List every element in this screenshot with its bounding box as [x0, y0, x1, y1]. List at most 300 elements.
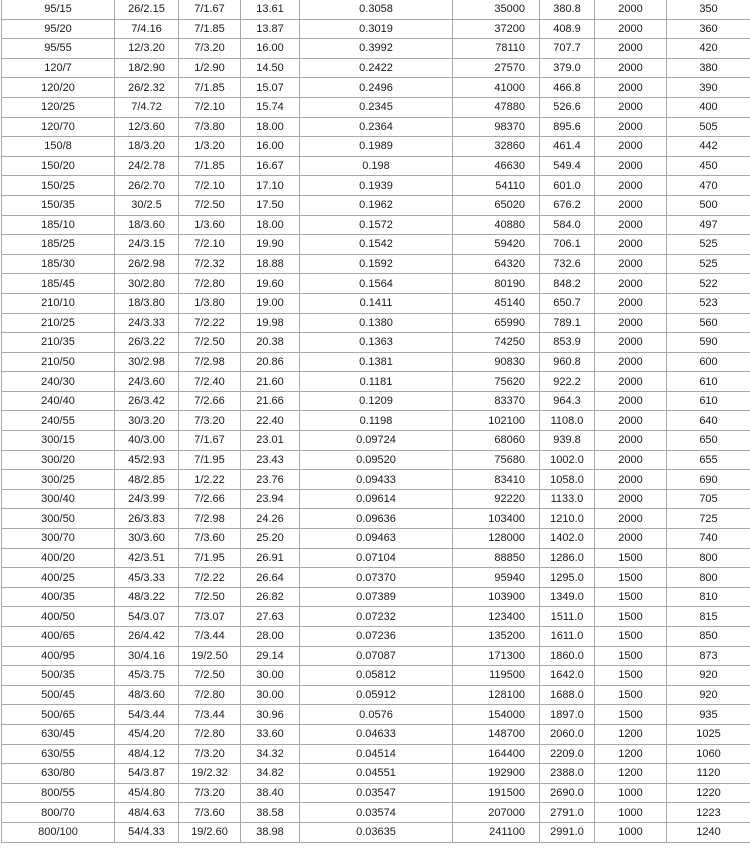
cell-current-rating: 380: [667, 58, 750, 78]
table-row: [2, 176, 750, 196]
cell-delivery-length: 1200: [595, 764, 667, 784]
cell-steel-strands: 19/2.32: [179, 764, 241, 784]
conductor-spec-table: [1, 0, 750, 843]
cell-model: 630/45: [2, 724, 115, 744]
cell-current-rating: 390: [667, 78, 750, 98]
cell-current-rating: 350: [667, 0, 750, 19]
cell-model: 500/35: [2, 666, 115, 686]
cell-model: 95/15: [2, 0, 115, 19]
cell-steel-strands: 7/2.98: [179, 352, 241, 372]
cell-aluminum-strands: 48/3.60: [115, 685, 179, 705]
cell-delivery-length: 2000: [595, 391, 667, 411]
cell-model: 150/35: [2, 195, 115, 215]
cell-unit-weight: 380.8: [540, 0, 595, 19]
cell-rated-strength: 154000: [453, 705, 540, 725]
cell-outer-diameter: 29.14: [241, 646, 300, 666]
cell-steel-strands: 7/3.60: [179, 803, 241, 823]
cell-current-rating: 655: [667, 450, 750, 470]
cell-aluminum-strands: 24/3.99: [115, 489, 179, 509]
cell-dc-resistance: 0.1572: [300, 215, 453, 235]
table-row: [2, 235, 750, 255]
cell-model: 630/80: [2, 764, 115, 784]
cell-dc-resistance: 0.1381: [300, 352, 453, 372]
cell-dc-resistance: 0.05912: [300, 685, 453, 705]
cell-model: 240/55: [2, 411, 115, 431]
cell-delivery-length: 2000: [595, 195, 667, 215]
cell-steel-strands: 7/3.20: [179, 411, 241, 431]
cell-unit-weight: 732.6: [540, 254, 595, 274]
cell-rated-strength: 164400: [453, 744, 540, 764]
cell-unit-weight: 2791.0: [540, 803, 595, 823]
table-row: [2, 58, 750, 78]
cell-outer-diameter: 13.87: [241, 19, 300, 39]
cell-model: 150/8: [2, 137, 115, 157]
cell-current-rating: 610: [667, 391, 750, 411]
table-row: [2, 156, 750, 176]
cell-delivery-length: 1500: [595, 587, 667, 607]
cell-model: 185/45: [2, 274, 115, 294]
cell-delivery-length: 2000: [595, 411, 667, 431]
cell-dc-resistance: 0.1962: [300, 195, 453, 215]
table-row: [2, 0, 750, 19]
cell-rated-strength: 103400: [453, 509, 540, 529]
cell-aluminum-strands: 54/3.44: [115, 705, 179, 725]
cell-aluminum-strands: 30/2.5: [115, 195, 179, 215]
cell-unit-weight: 1511.0: [540, 607, 595, 627]
cell-aluminum-strands: 18/3.20: [115, 137, 179, 157]
cell-unit-weight: 2991.0: [540, 822, 595, 842]
cell-dc-resistance: 0.2364: [300, 117, 453, 137]
cell-delivery-length: 2000: [595, 58, 667, 78]
cell-outer-diameter: 16.67: [241, 156, 300, 176]
cell-model: 300/70: [2, 529, 115, 549]
cell-steel-strands: 7/2.50: [179, 195, 241, 215]
cell-aluminum-strands: 45/4.80: [115, 783, 179, 803]
cell-model: 400/20: [2, 548, 115, 568]
table-row: [2, 352, 750, 372]
cell-unit-weight: 1402.0: [540, 529, 595, 549]
cell-outer-diameter: 26.64: [241, 568, 300, 588]
cell-rated-strength: 207000: [453, 803, 540, 823]
cell-steel-strands: 7/1.85: [179, 78, 241, 98]
cell-model: 500/45: [2, 685, 115, 705]
cell-dc-resistance: 0.1542: [300, 235, 453, 255]
cell-unit-weight: 1210.0: [540, 509, 595, 529]
cell-model: 150/20: [2, 156, 115, 176]
cell-steel-strands: 1/3.80: [179, 293, 241, 313]
cell-unit-weight: 650.7: [540, 293, 595, 313]
cell-model: 120/20: [2, 78, 115, 98]
cell-outer-diameter: 16.00: [241, 39, 300, 59]
cell-rated-strength: 83370: [453, 391, 540, 411]
cell-dc-resistance: 0.07370: [300, 568, 453, 588]
table-row: [2, 19, 750, 39]
cell-dc-resistance: 0.05812: [300, 666, 453, 686]
table-row: [2, 607, 750, 627]
cell-rated-strength: 128000: [453, 529, 540, 549]
cell-aluminum-strands: 30/3.20: [115, 411, 179, 431]
cell-unit-weight: 601.0: [540, 176, 595, 196]
cell-model: 800/55: [2, 783, 115, 803]
cell-model: 240/40: [2, 391, 115, 411]
cell-unit-weight: 1897.0: [540, 705, 595, 725]
cell-aluminum-strands: 48/2.85: [115, 470, 179, 490]
cell-rated-strength: 78110: [453, 39, 540, 59]
table-row: [2, 293, 750, 313]
cell-current-rating: 800: [667, 568, 750, 588]
cell-aluminum-strands: 24/3.15: [115, 235, 179, 255]
cell-dc-resistance: 0.2422: [300, 58, 453, 78]
cell-steel-strands: 7/3.44: [179, 705, 241, 725]
table-row: [2, 450, 750, 470]
cell-aluminum-strands: 45/3.33: [115, 568, 179, 588]
cell-dc-resistance: 0.1181: [300, 372, 453, 392]
cell-aluminum-strands: 12/3.20: [115, 39, 179, 59]
cell-outer-diameter: 15.74: [241, 97, 300, 117]
cell-rated-strength: 90830: [453, 352, 540, 372]
cell-delivery-length: 2000: [595, 470, 667, 490]
cell-delivery-length: 1500: [595, 568, 667, 588]
cell-outer-diameter: 19.90: [241, 235, 300, 255]
cell-current-rating: 800: [667, 548, 750, 568]
cell-delivery-length: 2000: [595, 489, 667, 509]
cell-steel-strands: 7/2.32: [179, 254, 241, 274]
cell-rated-strength: 40880: [453, 215, 540, 235]
cell-model: 185/25: [2, 235, 115, 255]
cell-rated-strength: 68060: [453, 431, 540, 451]
cell-current-rating: 1120: [667, 764, 750, 784]
cell-unit-weight: 461.4: [540, 137, 595, 157]
table-row: [2, 568, 750, 588]
table-row: [2, 803, 750, 823]
cell-dc-resistance: 0.1209: [300, 391, 453, 411]
cell-outer-diameter: 34.82: [241, 764, 300, 784]
cell-delivery-length: 1500: [595, 685, 667, 705]
cell-outer-diameter: 16.00: [241, 137, 300, 157]
cell-outer-diameter: 23.43: [241, 450, 300, 470]
cell-dc-resistance: 0.3992: [300, 39, 453, 59]
cell-unit-weight: 2060.0: [540, 724, 595, 744]
table-row: [2, 274, 750, 294]
table-row: [2, 724, 750, 744]
table-row: [2, 254, 750, 274]
cell-rated-strength: 75620: [453, 372, 540, 392]
table-row: [2, 764, 750, 784]
cell-model: 210/10: [2, 293, 115, 313]
cell-dc-resistance: 0.03635: [300, 822, 453, 842]
cell-rated-strength: 192900: [453, 764, 540, 784]
cell-dc-resistance: 0.2496: [300, 78, 453, 98]
cell-steel-strands: 7/3.07: [179, 607, 241, 627]
cell-delivery-length: 2000: [595, 19, 667, 39]
cell-current-rating: 500: [667, 195, 750, 215]
cell-unit-weight: 466.8: [540, 78, 595, 98]
cell-dc-resistance: 0.198: [300, 156, 453, 176]
cell-steel-strands: 7/3.20: [179, 39, 241, 59]
cell-delivery-length: 2000: [595, 0, 667, 19]
cell-rated-strength: 241100: [453, 822, 540, 842]
cell-current-rating: 505: [667, 117, 750, 137]
cell-steel-strands: 7/3.44: [179, 627, 241, 647]
cell-delivery-length: 2000: [595, 78, 667, 98]
cell-delivery-length: 1500: [595, 607, 667, 627]
cell-model: 150/25: [2, 176, 115, 196]
cell-dc-resistance: 0.04633: [300, 724, 453, 744]
cell-current-rating: 1240: [667, 822, 750, 842]
cell-outer-diameter: 30.96: [241, 705, 300, 725]
cell-rated-strength: 74250: [453, 333, 540, 353]
cell-dc-resistance: 0.1989: [300, 137, 453, 157]
cell-current-rating: 1060: [667, 744, 750, 764]
cell-current-rating: 740: [667, 529, 750, 549]
cell-aluminum-strands: 26/2.70: [115, 176, 179, 196]
cell-aluminum-strands: 48/4.12: [115, 744, 179, 764]
cell-steel-strands: 7/3.20: [179, 744, 241, 764]
cell-current-rating: 935: [667, 705, 750, 725]
cell-rated-strength: 123400: [453, 607, 540, 627]
cell-aluminum-strands: 26/4.42: [115, 627, 179, 647]
table-row: [2, 372, 750, 392]
cell-unit-weight: 526.6: [540, 97, 595, 117]
table-row: [2, 705, 750, 725]
cell-rated-strength: 54110: [453, 176, 540, 196]
cell-steel-strands: 7/2.50: [179, 333, 241, 353]
cell-aluminum-strands: 26/3.42: [115, 391, 179, 411]
cell-steel-strands: 7/2.98: [179, 509, 241, 529]
table-row: [2, 587, 750, 607]
cell-current-rating: 690: [667, 470, 750, 490]
cell-dc-resistance: 0.1198: [300, 411, 453, 431]
cell-rated-strength: 59420: [453, 235, 540, 255]
cell-dc-resistance: 0.09463: [300, 529, 453, 549]
cell-outer-diameter: 18.88: [241, 254, 300, 274]
cell-steel-strands: 7/1.67: [179, 431, 241, 451]
cell-delivery-length: 2000: [595, 313, 667, 333]
table-row: [2, 783, 750, 803]
cell-model: 210/50: [2, 352, 115, 372]
cell-model: 400/95: [2, 646, 115, 666]
cell-steel-strands: 7/2.10: [179, 97, 241, 117]
cell-dc-resistance: 0.09636: [300, 509, 453, 529]
table-row: [2, 137, 750, 157]
cell-dc-resistance: 0.07232: [300, 607, 453, 627]
cell-delivery-length: 2000: [595, 117, 667, 137]
cell-rated-strength: 64320: [453, 254, 540, 274]
cell-rated-strength: 47880: [453, 97, 540, 117]
cell-rated-strength: 95940: [453, 568, 540, 588]
cell-dc-resistance: 0.04551: [300, 764, 453, 784]
cell-dc-resistance: 0.03574: [300, 803, 453, 823]
cell-model: 120/70: [2, 117, 115, 137]
cell-dc-resistance: 0.1363: [300, 333, 453, 353]
cell-outer-diameter: 30.00: [241, 685, 300, 705]
cell-aluminum-strands: 45/2.93: [115, 450, 179, 470]
cell-rated-strength: 98370: [453, 117, 540, 137]
cell-steel-strands: 7/2.10: [179, 176, 241, 196]
cell-current-rating: 525: [667, 235, 750, 255]
cell-model: 120/25: [2, 97, 115, 117]
cell-outer-diameter: 27.63: [241, 607, 300, 627]
cell-outer-diameter: 19.60: [241, 274, 300, 294]
cell-delivery-length: 2000: [595, 352, 667, 372]
cell-unit-weight: 408.9: [540, 19, 595, 39]
cell-unit-weight: 1133.0: [540, 489, 595, 509]
cell-current-rating: 920: [667, 666, 750, 686]
cell-current-rating: 1025: [667, 724, 750, 744]
cell-aluminum-strands: 24/3.60: [115, 372, 179, 392]
cell-outer-diameter: 22.40: [241, 411, 300, 431]
cell-steel-strands: 7/2.50: [179, 666, 241, 686]
cell-unit-weight: 1688.0: [540, 685, 595, 705]
cell-rated-strength: 80190: [453, 274, 540, 294]
table-row: [2, 666, 750, 686]
cell-outer-diameter: 19.98: [241, 313, 300, 333]
cell-aluminum-strands: 26/3.22: [115, 333, 179, 353]
cell-unit-weight: 707.7: [540, 39, 595, 59]
cell-dc-resistance: 0.1564: [300, 274, 453, 294]
cell-unit-weight: 1058.0: [540, 470, 595, 490]
cell-steel-strands: 7/3.80: [179, 117, 241, 137]
cell-model: 95/20: [2, 19, 115, 39]
cell-current-rating: 610: [667, 372, 750, 392]
cell-outer-diameter: 23.76: [241, 470, 300, 490]
cell-outer-diameter: 20.38: [241, 333, 300, 353]
cell-steel-strands: 7/1.95: [179, 450, 241, 470]
cell-model: 300/15: [2, 431, 115, 451]
cell-aluminum-strands: 18/3.60: [115, 215, 179, 235]
cell-outer-diameter: 24.26: [241, 509, 300, 529]
cell-current-rating: 450: [667, 156, 750, 176]
cell-steel-strands: 19/2.60: [179, 822, 241, 842]
cell-delivery-length: 2000: [595, 137, 667, 157]
cell-delivery-length: 1500: [595, 666, 667, 686]
cell-unit-weight: 676.2: [540, 195, 595, 215]
cell-unit-weight: 1349.0: [540, 587, 595, 607]
cell-aluminum-strands: 24/2.78: [115, 156, 179, 176]
cell-outer-diameter: 21.60: [241, 372, 300, 392]
table-row: [2, 548, 750, 568]
cell-delivery-length: 1200: [595, 744, 667, 764]
table-row: [2, 313, 750, 333]
cell-rated-strength: 32860: [453, 137, 540, 157]
cell-current-rating: 523: [667, 293, 750, 313]
table-row: [2, 78, 750, 98]
cell-steel-strands: 7/2.80: [179, 685, 241, 705]
cell-delivery-length: 2000: [595, 97, 667, 117]
cell-model: 400/25: [2, 568, 115, 588]
cell-rated-strength: 191500: [453, 783, 540, 803]
cell-rated-strength: 27570: [453, 58, 540, 78]
cell-outer-diameter: 26.91: [241, 548, 300, 568]
cell-delivery-length: 2000: [595, 254, 667, 274]
cell-aluminum-strands: 18/2.90: [115, 58, 179, 78]
cell-delivery-length: 1500: [595, 627, 667, 647]
cell-unit-weight: 1642.0: [540, 666, 595, 686]
cell-model: 300/50: [2, 509, 115, 529]
cell-delivery-length: 2000: [595, 274, 667, 294]
cell-delivery-length: 1500: [595, 548, 667, 568]
cell-steel-strands: 1/2.90: [179, 58, 241, 78]
cell-rated-strength: 65020: [453, 195, 540, 215]
cell-current-rating: 600: [667, 352, 750, 372]
cell-steel-strands: 7/2.40: [179, 372, 241, 392]
table-row: [2, 195, 750, 215]
cell-dc-resistance: 0.1380: [300, 313, 453, 333]
cell-unit-weight: 706.1: [540, 235, 595, 255]
cell-rated-strength: 135200: [453, 627, 540, 647]
cell-current-rating: 650: [667, 431, 750, 451]
cell-unit-weight: 1295.0: [540, 568, 595, 588]
cell-unit-weight: 922.2: [540, 372, 595, 392]
cell-dc-resistance: 0.07389: [300, 587, 453, 607]
cell-steel-strands: 7/2.50: [179, 587, 241, 607]
cell-steel-strands: 1/3.60: [179, 215, 241, 235]
cell-outer-diameter: 26.82: [241, 587, 300, 607]
cell-steel-strands: 1/3.20: [179, 137, 241, 157]
cell-outer-diameter: 18.00: [241, 215, 300, 235]
cell-current-rating: 640: [667, 411, 750, 431]
cell-current-rating: 522: [667, 274, 750, 294]
cell-outer-diameter: 15.07: [241, 78, 300, 98]
cell-unit-weight: 895.6: [540, 117, 595, 137]
cell-model: 630/55: [2, 744, 115, 764]
cell-rated-strength: 103900: [453, 587, 540, 607]
table-row: [2, 529, 750, 549]
cell-outer-diameter: 13.61: [241, 0, 300, 19]
cell-aluminum-strands: 26/3.83: [115, 509, 179, 529]
cell-outer-diameter: 23.94: [241, 489, 300, 509]
cell-delivery-length: 2000: [595, 156, 667, 176]
cell-outer-diameter: 33.60: [241, 724, 300, 744]
cell-outer-diameter: 34.32: [241, 744, 300, 764]
cell-unit-weight: 1286.0: [540, 548, 595, 568]
cell-model: 800/100: [2, 822, 115, 842]
cell-steel-strands: 19/2.50: [179, 646, 241, 666]
cell-model: 210/35: [2, 333, 115, 353]
cell-outer-diameter: 23.01: [241, 431, 300, 451]
table-row: [2, 470, 750, 490]
cell-model: 185/10: [2, 215, 115, 235]
table-row: [2, 97, 750, 117]
cell-aluminum-strands: 54/3.87: [115, 764, 179, 784]
cell-aluminum-strands: 30/2.98: [115, 352, 179, 372]
cell-rated-strength: 83410: [453, 470, 540, 490]
cell-current-rating: 525: [667, 254, 750, 274]
cell-delivery-length: 2000: [595, 529, 667, 549]
cell-current-rating: 560: [667, 313, 750, 333]
cell-model: 500/65: [2, 705, 115, 725]
cell-delivery-length: 2000: [595, 235, 667, 255]
cell-rated-strength: 92220: [453, 489, 540, 509]
cell-dc-resistance: 0.09614: [300, 489, 453, 509]
cell-unit-weight: 1002.0: [540, 450, 595, 470]
cell-steel-strands: 7/3.20: [179, 783, 241, 803]
cell-outer-diameter: 21.66: [241, 391, 300, 411]
cell-unit-weight: 1611.0: [540, 627, 595, 647]
cell-rated-strength: 128100: [453, 685, 540, 705]
cell-current-rating: 810: [667, 587, 750, 607]
cell-dc-resistance: 0.04514: [300, 744, 453, 764]
cell-current-rating: 420: [667, 39, 750, 59]
cell-current-rating: 360: [667, 19, 750, 39]
cell-delivery-length: 2000: [595, 215, 667, 235]
cell-outer-diameter: 25.20: [241, 529, 300, 549]
cell-rated-strength: 148700: [453, 724, 540, 744]
cell-current-rating: 920: [667, 685, 750, 705]
table-row: [2, 822, 750, 842]
cell-aluminum-strands: 48/3.22: [115, 587, 179, 607]
cell-dc-resistance: 0.3019: [300, 19, 453, 39]
